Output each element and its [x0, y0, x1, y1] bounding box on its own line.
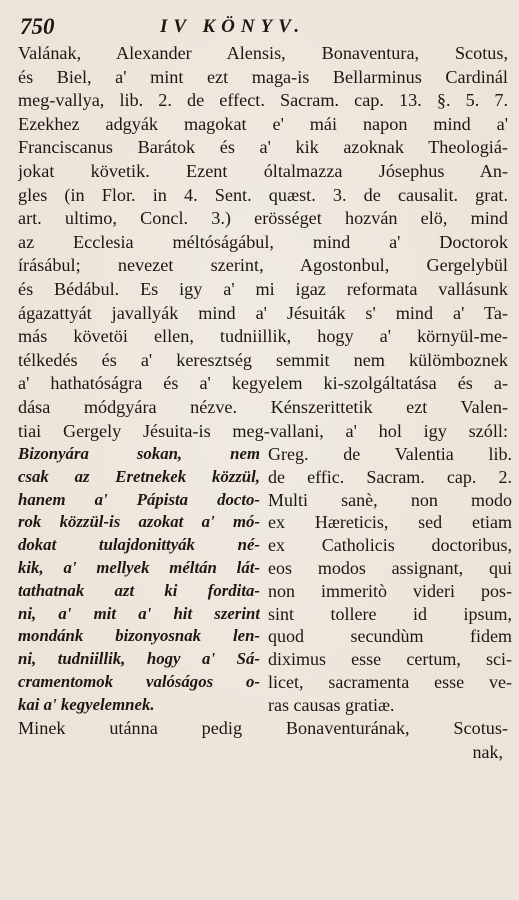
right-column-line: ras causas gratiæ.	[268, 694, 395, 715]
left-column-line: ni, tudniillik, hogy a' Sá-	[18, 649, 260, 669]
left-column-line: Bizonyára sokan, nem	[18, 444, 260, 464]
right-column-line: quod secundùm fidem	[268, 626, 512, 647]
text-line: és Biel, a' mint ezt maga-is Bellarminus Cardinál	[18, 66, 508, 87]
right-column-line: non immeritò videri pos-	[268, 580, 512, 601]
right-column-line: sint tollere id ipsum,	[268, 603, 512, 624]
hungarian-translation-column	[18, 443, 260, 717]
text-line: télkedés és a' keresztség semmit nem külömboznek	[18, 349, 508, 370]
text-line: írásábul; nevezet szerint, Agostonbul, Gergelybül	[18, 255, 508, 276]
text-line: az Ecclesia méltóságábul, mind a' Doctorok	[18, 231, 508, 252]
right-column-line: diximus esse certum, sci-	[268, 649, 512, 670]
latin-source-column	[260, 443, 512, 717]
left-column-line: csak az Eretnekek közzül,	[18, 466, 260, 486]
text-line: jokat követik. Ezent óltalmazza Jósephus An-	[18, 160, 508, 181]
text-line: meg-vallya, lib. 2. de effect. Sacram. cap. 13. §. 5. 7.	[18, 90, 508, 111]
body-text	[18, 42, 508, 443]
text-line: dása módgyára nézve. Kénszerittetik ezt Valen-	[18, 396, 508, 417]
left-column-line: mondánk bizonyosnak len-	[18, 626, 260, 646]
running-head: IV KÖNYV.	[160, 16, 306, 37]
text-line: Minek utánna pedig Bonaventurának, Scotus-	[18, 717, 508, 738]
text-line: és Bédábul. Es igy a' mi igaz reformata vallásunk	[18, 278, 508, 299]
catchword: nak,	[472, 742, 503, 763]
right-column-line: Greg. de Valentia lib.	[268, 444, 512, 465]
left-column-line: kai a' kegyelemnek.	[18, 694, 155, 714]
text-line: más követöi ellen, tudniillik, hogy a' környül-me-	[18, 326, 508, 347]
left-column-line: cramentomok valóságos o-	[18, 672, 260, 692]
text-line: Franciscanus Barátok és a' kik azoknak Theologiá-	[18, 137, 508, 158]
right-column-line: ex Hæreticis, sed etiam	[268, 512, 512, 533]
text-line: Valának, Alexander Alensis, Bonaventura, Scotus,	[18, 43, 508, 63]
page-number: 750	[20, 14, 55, 39]
right-column-line: ex Catholicis doctoribus,	[268, 535, 512, 556]
text-line: Ezekhez adgyák magokat e' mái napon mind a'	[18, 113, 508, 134]
closing-text	[18, 717, 508, 741]
two-column-quote	[18, 443, 512, 717]
text-line: art. ultimo, Concl. 3.) erösséget hozván elö, mind	[18, 208, 508, 229]
right-column-line: licet, sacramenta esse ve-	[268, 672, 512, 693]
text-line: tiai Gergely Jésuita-is meg-vallani, a' hol igy szóll:	[18, 420, 508, 441]
left-column-line: ni, a' mit a' hit szerint	[18, 603, 260, 623]
right-column-line: Multi sanè, non modo	[268, 489, 512, 510]
text-line: a' hathatóságra és a' kegyelem ki-szolgáltatása és a-	[18, 373, 508, 394]
right-column-line: eos modos assignant, qui	[268, 558, 512, 579]
left-column-line: dokat tulajdonittyák né-	[18, 535, 260, 555]
left-column-line: kik, a' mellyek méltán lát-	[18, 558, 260, 578]
right-column-line: de effic. Sacram. cap. 2.	[268, 466, 512, 487]
page-header	[18, 14, 511, 42]
text-line: ágazattyát javallyák mind a' Jésuiták s' mind a' Ta-	[18, 302, 508, 323]
left-column-line: tathatnak azt ki fordita-	[18, 580, 260, 600]
left-column-line: rok közzül-is azokat a' mó-	[18, 512, 260, 532]
left-column-line: hanem a' Pápista docto-	[18, 489, 260, 509]
text-line: gles (in Flor. in 4. Sent. quæst. 3. de causalit. grat.	[18, 184, 508, 205]
